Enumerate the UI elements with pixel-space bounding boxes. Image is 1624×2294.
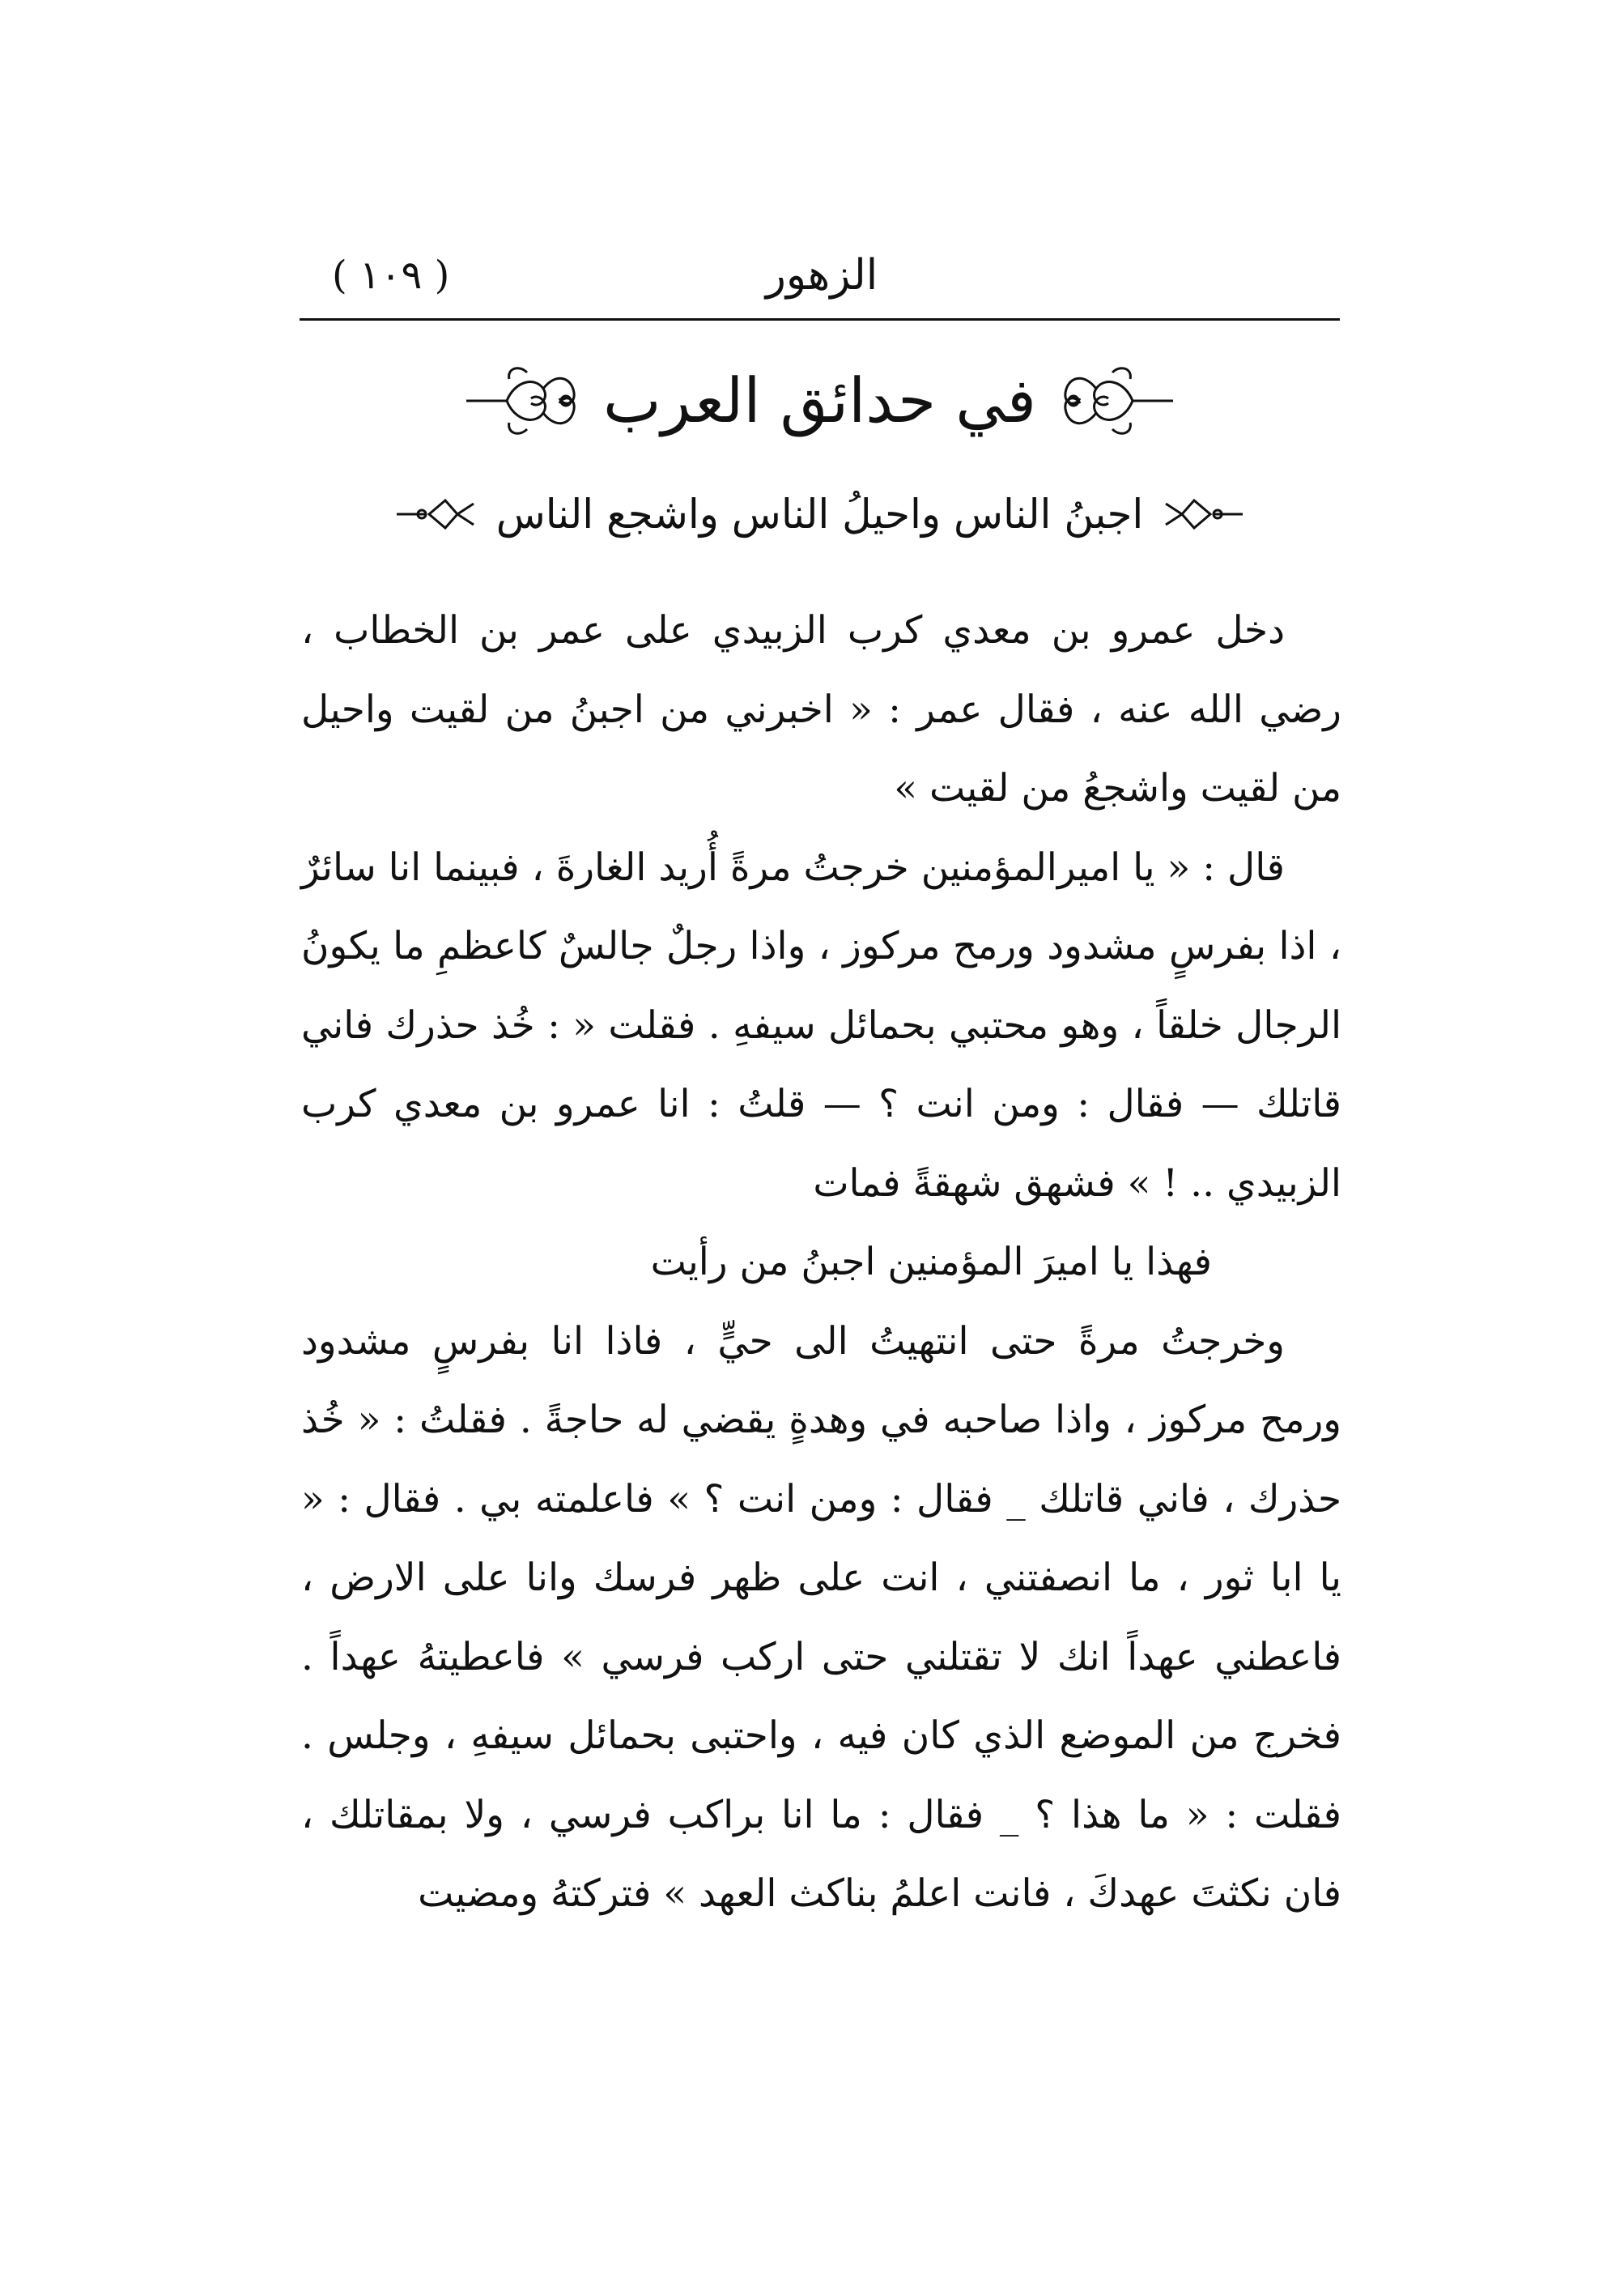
section-title-text: في حدائق العرب [603,364,1036,436]
running-title: الزهور [765,251,878,300]
small-ornament-icon [1158,494,1247,534]
section-title [300,348,1340,453]
paragraph: وخرجتُ مرةً حتى انتهيتُ الى حيٍّ ، فاذا انا بفرسٍ مشدود ورمح مركوز ، واذا صاحبه في وهدةٍ يقضي له حاجةً . فقلتُ : « خُذ حذرك ، فاني قاتلك _ فقال : ومن انت ؟ » فاعلمته بي . فقال : « يا ابا ثور ، ما انصفتني ، انت على ظهر فرسك وانا على الارض ، فاعطني عهداً انك لا تقتلني حتى اركب فرسي » فاعطيتهُ عهداً . فخرج من الموضع الذي كان فيه ، واحتبى بحمائل سيفهِ ، وجلس . فقلت : « ما هذا ؟ _ فقال : ما انا براكب فرسي ، ولا بمقاتلك ، فان نكثتَ عهدكَ ، فانت اعلمُ بناكث العهد » فتركتهُ ومضيت [301,1318,1341,1916]
page-header [308,243,1336,308]
subheading [300,478,1340,551]
paragraph: فهذا يا اميرَ المؤمنين اجبنُ من رأيت [650,1240,1212,1284]
paragraph: قال : « يا اميرالمؤمنين خرجتُ مرةً أُريد الغارةَ ، فبينما انا سائرٌ ، اذا بفرسٍ مشدود ورمح مركوز ، واذا رجلٌ جالسٌ كاعظمِ ما يكونُ الرجال خلقاً ، وهو محتبي بحمائل سيفهِ . فقلت « : خُذ حذرك فاني قاتلك — فقال : ومن انت ؟ — قلتُ : انا عمرو بن معدي كرب الزبيدي .. ! » فشهق شهقةً فمات [301,845,1341,1206]
arabesque-flourish-icon [462,356,584,445]
small-ornament-icon [393,494,482,534]
header-rule [300,318,1340,321]
body-text [301,591,1341,1934]
paragraph: دخل عمرو بن معدي كرب الزبيدي على عمر بن الخطاب ، رضي الله عنه ، فقال عمر : « اخبرني من اجبنُ من لقيت واحيل من لقيت واشجعُ من لقيت » [301,608,1341,811]
subheading-text: اجبنُ الناس واحيلُ الناس واشجع الناس [495,491,1144,538]
arabesque-flourish-icon [1056,356,1177,445]
page-number: ( ١٠٩ ) [332,253,450,298]
